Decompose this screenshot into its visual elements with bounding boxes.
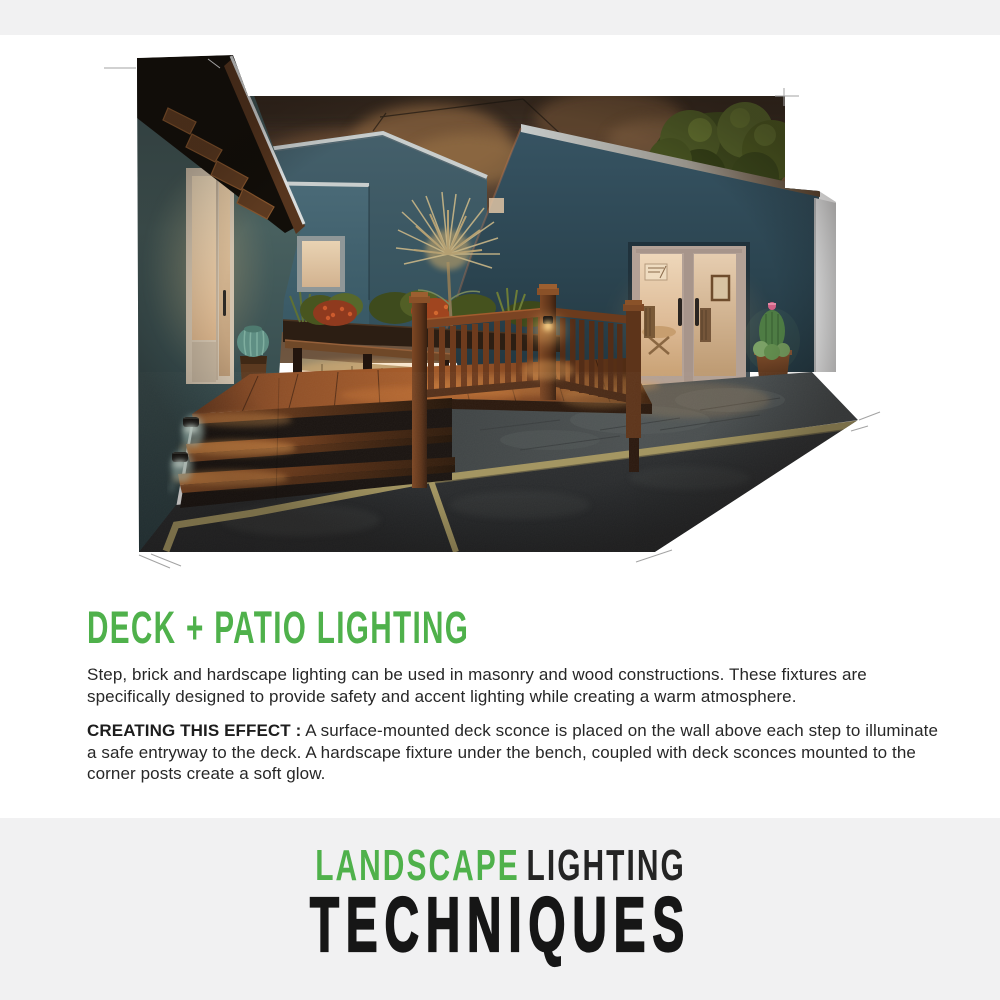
vignette — [130, 50, 870, 560]
section-heading — [87, 604, 943, 651]
brand-word-landscape: LANDSCAPE — [314, 841, 520, 890]
intro-paragraph: Step, brick and hardscape lighting can be used in masonry and wood constructions. These fixtures are specifically designed to provide safety and accent lighting while creating a warm atmosphere. — [87, 665, 867, 706]
effect-text: A surface-mounted deck sconce is placed on the wall above each step to illuminate a safe entryway to the deck. A hardscape fixture under the bench, coupled with deck sconces mounted to the corner posts create a soft glow. — [87, 721, 939, 783]
footer-brand-block — [0, 818, 1000, 1000]
brand-title-text: TECHNIQUES — [309, 882, 691, 968]
brand-word-lighting: LIGHTING — [526, 841, 686, 890]
effect-paragraph — [87, 720, 943, 785]
effect-label: CREATING THIS EFFECT : — [87, 721, 302, 740]
article-section — [87, 604, 943, 785]
brand-line — [0, 841, 1000, 890]
brand-title — [0, 882, 1000, 968]
section-heading-text: DECK + PATIO LIGHTING — [87, 602, 470, 653]
